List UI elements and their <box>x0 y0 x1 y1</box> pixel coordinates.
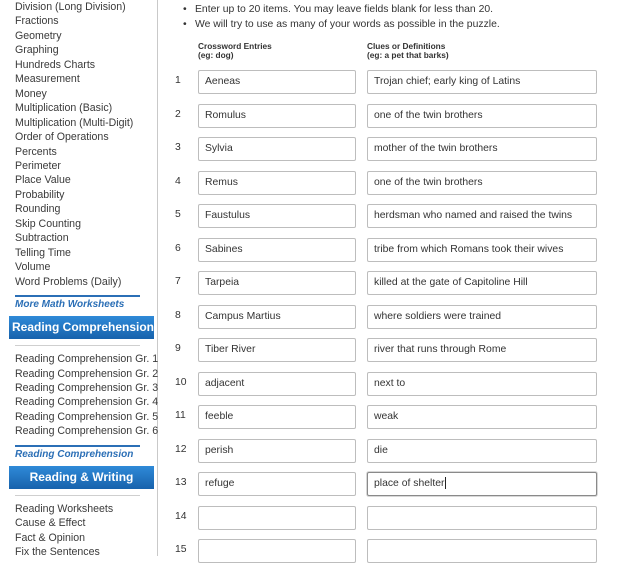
clue-definition-input[interactable] <box>367 405 597 429</box>
clue-definition-input[interactable] <box>367 506 597 530</box>
divider <box>15 495 140 496</box>
crossword-entry-value: feeble <box>205 411 234 422</box>
crossword-row <box>163 506 639 530</box>
crossword-entry-input[interactable] <box>198 539 356 563</box>
reading-comprehension-header: Reading Comprehension <box>9 316 154 339</box>
clues-column-title: Clues or Definitions <box>367 41 446 51</box>
math-worksheet-item <box>15 101 157 115</box>
math-worksheet-link[interactable]: Telling Time <box>15 246 71 259</box>
math-worksheet-link[interactable]: Measurement <box>15 73 80 86</box>
crossword-entry-input[interactable] <box>198 171 356 195</box>
clue-definition-value: killed at the gate of Capitoline Hill <box>374 277 528 288</box>
clue-definition-input[interactable] <box>367 472 597 496</box>
reading-comprehension-item <box>15 367 157 381</box>
instruction-item: • Enter up to 20 items. You may leave fields blank for less than 20. <box>181 2 639 17</box>
reading-writing-link[interactable]: Cause & Effect <box>15 517 86 530</box>
crossword-entry-input[interactable] <box>198 439 356 463</box>
row-number: 7 <box>175 276 181 287</box>
math-worksheet-link[interactable]: Order of Operations <box>15 131 109 144</box>
clue-definition-value: place of shelter <box>374 478 445 489</box>
crossword-row <box>163 472 639 496</box>
reading-comprehension-item <box>15 410 157 424</box>
crossword-entry-value: Tiber River <box>205 344 256 355</box>
math-worksheet-link[interactable]: Hundreds Charts <box>15 58 96 71</box>
crossword-entry-input[interactable] <box>198 506 356 530</box>
clues-column-header <box>367 42 449 60</box>
math-worksheet-item <box>15 246 157 260</box>
math-worksheet-item <box>15 145 157 159</box>
row-number: 9 <box>175 343 181 354</box>
math-worksheet-link[interactable]: Graphing <box>15 44 59 57</box>
reading-writing-link[interactable]: Fact & Opinion <box>15 531 86 544</box>
clue-definition-input[interactable] <box>367 171 597 195</box>
reading-writing-header: Reading & Writing <box>9 466 154 489</box>
row-number: 12 <box>175 443 187 455</box>
math-worksheet-link[interactable]: Geometry <box>15 29 62 42</box>
divider <box>15 345 140 346</box>
clue-definition-input[interactable] <box>367 238 597 262</box>
entries-column-header <box>198 42 272 60</box>
clue-definition-value: herdsman who named and raised the twins <box>374 210 573 221</box>
reading-writing-list <box>0 502 157 560</box>
reading-writing-item <box>15 502 157 516</box>
crossword-row <box>163 305 639 329</box>
crossword-row <box>163 238 639 262</box>
reading-writing-item <box>15 516 157 530</box>
math-worksheet-item <box>15 188 157 202</box>
crossword-entry-value: Aeneas <box>205 76 241 87</box>
crossword-row <box>163 405 639 429</box>
math-worksheet-list <box>0 0 157 289</box>
more-math-worksheets-link[interactable]: More Math Worksheets <box>15 295 140 310</box>
clue-definition-value: next to <box>374 377 406 389</box>
reading-writing-item <box>15 545 157 559</box>
crossword-entry-input[interactable] <box>198 372 356 396</box>
math-worksheet-item <box>15 58 157 72</box>
reading-writing-link[interactable]: Fix the Sentences <box>15 546 100 559</box>
math-worksheet-link[interactable]: Skip Counting <box>15 217 81 230</box>
math-worksheet-item <box>15 130 157 144</box>
crossword-entry-value: Faustulus <box>205 210 251 221</box>
clue-definition-input[interactable] <box>367 305 597 329</box>
entries-column-title: Crossword Entries <box>198 41 272 51</box>
math-worksheet-item <box>15 231 157 245</box>
math-worksheet-item <box>15 202 157 216</box>
math-worksheet-item <box>15 275 157 289</box>
clue-definition-value: one of the twin brothers <box>374 176 483 188</box>
crossword-row <box>163 539 639 563</box>
math-worksheet-link[interactable]: Percents <box>15 145 57 158</box>
clue-definition-input[interactable] <box>367 104 597 128</box>
row-number: 13 <box>175 477 187 488</box>
math-worksheet-item <box>15 29 157 43</box>
clue-definition-value: river that runs through Rome <box>374 344 507 355</box>
crossword-entry-input[interactable] <box>198 238 356 262</box>
math-worksheet-item <box>15 260 157 274</box>
clue-definition-input[interactable] <box>367 204 597 228</box>
row-number: 8 <box>175 309 181 321</box>
clues-column-example: (eg: a pet that barks) <box>367 50 449 60</box>
reading-comprehension-item <box>15 352 157 366</box>
crossword-row <box>163 137 639 161</box>
crossword-row <box>163 171 639 195</box>
clue-definition-input[interactable] <box>367 439 597 463</box>
math-worksheet-item <box>15 87 157 101</box>
clue-definition-value: mother of the twin brothers <box>374 143 498 154</box>
main-content <box>163 0 639 556</box>
clue-definition-value: where soldiers were trained <box>374 310 502 322</box>
crossword-entry-input[interactable] <box>198 405 356 429</box>
clue-definition-value: die <box>374 444 388 456</box>
row-number: 11 <box>175 410 186 421</box>
crossword-entry-value: Sylvia <box>205 143 233 154</box>
reading-comprehension-item <box>15 381 157 395</box>
clue-definition-value: weak <box>374 411 399 422</box>
crossword-entry-input[interactable] <box>198 70 356 94</box>
crossword-row <box>163 439 639 463</box>
math-worksheet-link[interactable]: Subtraction <box>15 232 69 245</box>
clue-definition-input[interactable] <box>367 372 597 396</box>
crossword-row <box>163 271 639 295</box>
row-number: 4 <box>175 175 181 187</box>
row-number: 6 <box>175 242 181 254</box>
reading-comprehension-more-link[interactable]: Reading Comprehension <box>15 445 140 460</box>
crossword-row <box>163 204 639 228</box>
clue-definition-input[interactable] <box>367 338 597 362</box>
math-worksheet-link[interactable]: Perimeter <box>15 159 61 172</box>
instructions-list <box>163 0 639 32</box>
crossword-row <box>163 104 639 128</box>
crossword-entry-input[interactable] <box>198 472 356 496</box>
reading-comprehension-list <box>0 352 157 439</box>
crossword-row <box>163 338 639 362</box>
math-worksheet-link[interactable]: Division (Long Division) <box>15 1 126 13</box>
crossword-entry-input[interactable] <box>198 271 356 295</box>
sidebar <box>0 0 159 559</box>
reading-comprehension-link[interactable]: Reading Comprehension Gr. 5 <box>15 410 159 423</box>
row-number: 1 <box>175 75 181 86</box>
math-worksheet-link[interactable]: Fractions <box>15 15 59 28</box>
clue-definition-input[interactable] <box>367 137 597 161</box>
reading-writing-link[interactable]: Reading Worksheets <box>15 502 114 515</box>
crossword-entry-value: refuge <box>205 478 235 489</box>
crossword-entry-value: Campus Martius <box>205 310 281 322</box>
crossword-entry-value: adjacent <box>205 377 245 389</box>
instruction-item: • We will try to use as many of your words as possible in the puzzle. <box>181 17 639 32</box>
row-number: 3 <box>175 142 181 153</box>
math-worksheet-link[interactable]: Multiplication (Multi-Digit) <box>15 116 134 129</box>
math-worksheet-item <box>15 217 157 231</box>
row-number: 5 <box>175 209 181 220</box>
reading-comprehension-item <box>15 424 157 438</box>
crossword-entry-input[interactable] <box>198 305 356 329</box>
math-worksheet-item <box>15 14 157 28</box>
reading-comprehension-link[interactable]: Reading Comprehension Gr. 4 <box>15 396 159 409</box>
math-worksheet-link[interactable]: Place Value <box>15 174 71 187</box>
math-worksheet-item <box>15 116 157 130</box>
clue-definition-input[interactable] <box>367 271 597 295</box>
math-worksheet-link[interactable]: Money <box>15 87 47 100</box>
text-cursor <box>445 477 446 489</box>
math-worksheet-item <box>15 173 157 187</box>
crossword-row <box>163 372 639 396</box>
row-number: 14 <box>175 510 187 522</box>
math-worksheet-item <box>15 0 157 14</box>
entries-column-example: (eg: dog) <box>198 50 234 60</box>
crossword-entry-value: Romulus <box>205 109 246 121</box>
clue-definition-value: Trojan chief; early king of Latins <box>374 76 521 87</box>
reading-comprehension-link[interactable]: Reading Comprehension Gr. 6 <box>15 425 159 438</box>
clue-definition-input[interactable] <box>367 539 597 563</box>
crossword-row <box>163 70 639 94</box>
math-worksheet-link[interactable]: Probability <box>15 188 65 201</box>
crossword-entry-input[interactable] <box>198 338 356 362</box>
clue-definition-value: one of the twin brothers <box>374 109 483 121</box>
reading-writing-item <box>15 531 157 545</box>
row-number: 15 <box>175 544 187 555</box>
crossword-entry-value: perish <box>205 444 234 456</box>
crossword-entry-value: Sabines <box>205 243 243 255</box>
math-worksheet-item <box>15 72 157 86</box>
crossword-entry-value: Remus <box>205 176 238 188</box>
math-worksheet-link[interactable]: Volume <box>15 261 51 274</box>
clue-definition-value: tribe from which Romans took their wives <box>374 243 564 255</box>
math-worksheet-link[interactable]: Rounding <box>15 203 61 216</box>
math-worksheet-item <box>15 159 157 173</box>
crossword-entry-value: Tarpeia <box>205 277 240 288</box>
row-number: 10 <box>175 376 187 388</box>
row-number: 2 <box>175 108 181 120</box>
crossword-entry-input[interactable] <box>198 204 356 228</box>
math-worksheet-item <box>15 43 157 57</box>
crossword-entry-input[interactable] <box>198 104 356 128</box>
reading-comprehension-link[interactable]: Reading Comprehension Gr. 2 <box>15 367 159 380</box>
crossword-entry-input[interactable] <box>198 137 356 161</box>
math-worksheet-link[interactable]: Multiplication (Basic) <box>15 102 113 115</box>
reading-comprehension-link[interactable]: Reading Comprehension Gr. 1 <box>15 353 159 366</box>
math-worksheet-link[interactable]: Word Problems (Daily) <box>15 275 122 288</box>
clue-definition-input[interactable] <box>367 70 597 94</box>
reading-comprehension-link[interactable]: Reading Comprehension Gr. 3 <box>15 381 159 394</box>
reading-comprehension-item <box>15 395 157 409</box>
